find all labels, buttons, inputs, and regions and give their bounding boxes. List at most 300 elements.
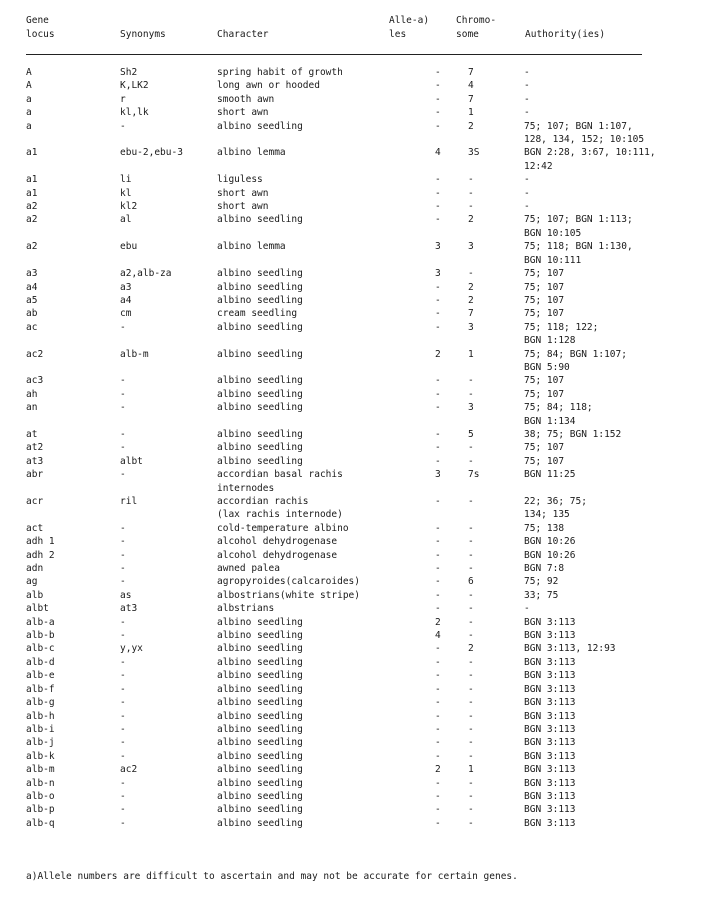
character-cell: albino seedling (217, 616, 303, 628)
chromosome-cell: 2 (468, 281, 474, 293)
alleles-cell: - (435, 723, 441, 735)
alleles-cell: - (435, 388, 441, 400)
alleles-cell: - (435, 670, 441, 682)
character-cell: albino seedling (217, 375, 303, 387)
locus-cell: alb-f (26, 683, 55, 695)
alleles-cell: - (435, 214, 441, 226)
authority-cell: - (524, 187, 530, 199)
chromosome-cell: - (468, 375, 474, 387)
character-cell: albino seedling (217, 281, 303, 293)
character-cell: alcohol dehydrogenase (217, 549, 338, 561)
chromosome-cell: 2 (468, 294, 474, 306)
alleles-cell: - (435, 536, 441, 548)
authority-cell: BGN 3:113 (524, 737, 576, 749)
locus-cell: an (26, 402, 38, 414)
header-synonyms: Synonyms (120, 29, 166, 40)
alleles-cell: - (435, 281, 441, 293)
table-row (26, 428, 666, 441)
synonyms-cell: kl,lk (120, 107, 149, 119)
authority-cell: BGN 3:113 (524, 723, 576, 735)
locus-cell: a2 (26, 241, 38, 253)
authority-cell: - (524, 80, 530, 92)
locus-cell: abr (26, 469, 44, 481)
authority-cell: BGN 11:25 (524, 469, 576, 481)
synonyms-cell: - (120, 321, 126, 333)
table-row (26, 589, 666, 602)
character-cell: albino seedling (217, 817, 303, 829)
character-cell: albino seedling (217, 710, 303, 722)
chromosome-cell: - (468, 187, 474, 199)
character-cell: alcohol dehydrogenase (217, 536, 338, 548)
locus-cell: alb-p (26, 804, 55, 816)
authority-cell: 75; 107 (524, 455, 565, 467)
table-row (26, 656, 666, 669)
synonyms-cell: - (120, 522, 126, 534)
locus-cell: a3 (26, 268, 38, 280)
alleles-cell: - (435, 496, 441, 507)
character-cell: awned palea (217, 563, 280, 575)
synonyms-cell: - (120, 576, 126, 588)
chromosome-cell: - (468, 589, 474, 601)
chromosome-cell: - (468, 268, 474, 280)
locus-cell: a2 (26, 201, 38, 213)
authority-cell: BGN 3:113 (524, 656, 576, 668)
table-row (26, 549, 666, 562)
locus-cell: ac2 (26, 348, 44, 360)
character-cell: albino seedling (217, 804, 303, 816)
authority-cell: BGN 3:113 (524, 697, 576, 709)
synonyms-cell: - (120, 790, 126, 802)
table-row (26, 106, 666, 119)
chromosome-cell: - (468, 670, 474, 682)
alleles-cell: - (435, 107, 441, 119)
character-cell: albino seedling (217, 321, 303, 333)
synonyms-cell: al (120, 214, 132, 226)
locus-cell: adh 1 (26, 536, 55, 548)
authority-cell: BGN 3:113 (524, 764, 576, 776)
header-rule (26, 54, 642, 55)
locus-cell: alb (26, 589, 44, 601)
character-cell: albino seedling (217, 268, 303, 280)
locus-cell: alb-d (26, 656, 55, 668)
authority-cell: - (524, 174, 530, 186)
chromosome-cell: 2 (468, 643, 474, 655)
synonyms-cell: - (120, 817, 126, 829)
authority-cell: BGN 3:113, 12:93 (524, 643, 616, 655)
locus-cell: a1 (26, 187, 38, 199)
character-cell: albostrians(white stripe) (217, 589, 360, 601)
alleles-cell: 4 (435, 630, 441, 642)
alleles-cell: - (435, 321, 441, 333)
table-row (26, 200, 666, 213)
table-row (26, 348, 666, 375)
synonyms-cell: kl (120, 187, 132, 199)
alleles-cell: 2 (435, 616, 441, 628)
character-cell: short awn (217, 187, 269, 199)
synonyms-cell: - (120, 536, 126, 548)
chromosome-cell: 1 (468, 348, 474, 360)
alleles-cell: - (435, 120, 441, 132)
table-row (26, 173, 666, 186)
table-row (26, 777, 666, 790)
synonyms-cell: Sh2 (120, 67, 138, 78)
locus-cell: ac3 (26, 375, 44, 387)
character-cell: albino seedling (217, 442, 303, 454)
synonyms-cell: - (120, 804, 126, 816)
character-cell: albino seedling (217, 683, 303, 695)
table-row (26, 455, 666, 468)
character-cell: albino lemma (217, 147, 286, 159)
character-cell: albino seedling (217, 630, 303, 642)
locus-cell: alb-g (26, 697, 55, 709)
synonyms-cell: - (120, 710, 126, 722)
authority-cell: BGN 7:8 (524, 563, 565, 575)
authority-cell: 75; 118; 122; BGN 1:128 (524, 321, 599, 347)
character-cell: albino seedling (217, 428, 303, 440)
locus-cell: a2 (26, 214, 38, 226)
synonyms-cell: K,LK2 (120, 80, 149, 92)
authority-cell: 22; 36; 75; 134; 135 (524, 496, 587, 521)
authority-cell: 75; 107; BGN 1:107, 128, 134, 152; 10:105 (524, 120, 645, 146)
synonyms-cell: - (120, 549, 126, 561)
alleles-cell: - (435, 750, 441, 762)
character-cell: spring habit of growth (217, 67, 343, 78)
alleles-cell: - (435, 93, 441, 105)
chromosome-cell: - (468, 522, 474, 534)
table-row (26, 575, 666, 588)
table-row (26, 495, 666, 522)
synonyms-cell: - (120, 402, 126, 414)
alleles-cell: 3 (435, 268, 441, 280)
alleles-cell: - (435, 428, 441, 440)
locus-cell: alb-q (26, 817, 55, 829)
table-row (26, 763, 666, 776)
character-cell: albino seedling (217, 643, 303, 655)
synonyms-cell: - (120, 683, 126, 695)
synonyms-cell: li (120, 174, 132, 186)
synonyms-cell: - (120, 120, 126, 132)
table-row (26, 388, 666, 401)
synonyms-cell: - (120, 563, 126, 575)
locus-cell: a (26, 107, 32, 119)
character-cell: albino seedling (217, 697, 303, 709)
alleles-cell: - (435, 603, 441, 615)
character-cell: smooth awn (217, 93, 275, 105)
table-row (26, 723, 666, 736)
authority-cell: 75; 107 (524, 268, 565, 280)
synonyms-cell: - (120, 656, 126, 668)
chromosome-cell: - (468, 603, 474, 615)
authority-cell: BGN 3:113 (524, 616, 576, 628)
chromosome-cell: - (468, 723, 474, 735)
alleles-cell: - (435, 294, 441, 306)
alleles-cell: - (435, 697, 441, 709)
character-cell: albino seedling (217, 737, 303, 749)
character-cell: cream seedling (217, 308, 298, 320)
synonyms-cell: albt (120, 455, 143, 467)
gene-table (26, 66, 666, 830)
table-row (26, 669, 666, 682)
table-row (26, 710, 666, 723)
authority-cell: BGN 3:113 (524, 750, 576, 762)
alleles-cell: - (435, 187, 441, 199)
locus-cell: acr (26, 496, 44, 507)
authority-cell: 75; 107 (524, 388, 565, 400)
authority-cell: 75; 107; BGN 1:113; BGN 10:105 (524, 214, 633, 239)
synonyms-cell: r (120, 93, 126, 105)
synonyms-cell: y,yx (120, 643, 143, 655)
character-cell: albino seedling (217, 214, 303, 226)
authority-cell: 38; 75; BGN 1:152 (524, 428, 622, 440)
chromosome-cell: 7s (468, 469, 480, 481)
chromosome-cell: - (468, 804, 474, 816)
authority-cell: 33; 75 (524, 589, 559, 601)
alleles-cell: - (435, 402, 441, 414)
alleles-cell: - (435, 174, 441, 186)
alleles-cell: - (435, 737, 441, 749)
synonyms-cell: - (120, 723, 126, 735)
authority-cell: BGN 3:113 (524, 630, 576, 642)
character-cell: albino seedling (217, 294, 303, 306)
table-row (26, 294, 666, 307)
alleles-cell: - (435, 455, 441, 467)
character-cell: accordian basal rachis internodes (217, 469, 343, 494)
alleles-cell: - (435, 817, 441, 829)
locus-cell: alb-h (26, 710, 55, 722)
synonyms-cell: - (120, 469, 126, 481)
alleles-cell: 3 (435, 469, 441, 481)
character-cell: albino seedling (217, 670, 303, 682)
table-row (26, 562, 666, 575)
chromosome-cell: - (468, 683, 474, 695)
authority-cell: BGN 10:26 (524, 536, 576, 548)
alleles-cell: - (435, 656, 441, 668)
authority-cell: BGN 3:113 (524, 817, 576, 829)
alleles-cell: - (435, 549, 441, 561)
synonyms-cell: at3 (120, 603, 138, 615)
locus-cell: alb-k (26, 750, 55, 762)
alleles-cell: - (435, 80, 441, 92)
table-row (26, 401, 666, 428)
locus-cell: alb-e (26, 670, 55, 682)
chromosome-cell: 7 (468, 308, 474, 320)
alleles-cell: 2 (435, 764, 441, 776)
synonyms-cell: - (120, 442, 126, 454)
synonyms-cell: - (120, 428, 126, 440)
chromosome-cell: - (468, 630, 474, 642)
locus-cell: alb-j (26, 737, 55, 749)
synonyms-cell: - (120, 388, 126, 400)
character-cell: albino seedling (217, 388, 303, 400)
chromosome-cell: 1 (468, 764, 474, 776)
authority-cell: 75; 107 (524, 294, 565, 306)
synonyms-cell: ebu-2,ebu-3 (120, 147, 183, 159)
chromosome-cell: - (468, 750, 474, 762)
synonyms-cell: ril (120, 496, 138, 507)
synonyms-cell: a2,alb-za (120, 268, 172, 280)
table-row (26, 267, 666, 280)
synonyms-cell: - (120, 616, 126, 628)
synonyms-cell: - (120, 630, 126, 642)
authority-cell: 75; 84; BGN 1:107; BGN 5:90 (524, 348, 627, 373)
chromosome-cell: 3S (468, 147, 480, 159)
chromosome-cell: - (468, 549, 474, 561)
chromosome-cell: - (468, 737, 474, 749)
chromosome-cell: - (468, 777, 474, 789)
chromosome-cell: - (468, 790, 474, 802)
table-row (26, 441, 666, 454)
character-cell: albino seedling (217, 402, 303, 414)
locus-cell: a1 (26, 147, 38, 159)
alleles-cell: - (435, 442, 441, 454)
locus-cell: adh 2 (26, 549, 55, 561)
authority-cell: BGN 3:113 (524, 670, 576, 682)
chromosome-cell: - (468, 442, 474, 454)
table-row (26, 602, 666, 615)
alleles-cell: 4 (435, 147, 441, 159)
table-row (26, 66, 666, 79)
alleles-cell: - (435, 643, 441, 655)
authority-cell: BGN 2:28, 3:67, 10:111, 12:42 (524, 147, 656, 172)
locus-cell: alb-o (26, 790, 55, 802)
authority-cell: 75; 107 (524, 442, 565, 454)
synonyms-cell: a3 (120, 281, 132, 293)
authority-cell: 75; 107 (524, 281, 565, 293)
locus-cell: ab (26, 308, 38, 320)
character-cell: albino seedling (217, 723, 303, 735)
character-cell: albino seedling (217, 120, 303, 132)
locus-cell: a4 (26, 281, 38, 293)
locus-cell: ag (26, 576, 38, 588)
chromosome-cell: - (468, 817, 474, 829)
character-cell: albino seedling (217, 455, 303, 467)
alleles-cell: - (435, 375, 441, 387)
alleles-cell: - (435, 589, 441, 601)
alleles-cell: 2 (435, 348, 441, 360)
locus-cell: at2 (26, 442, 44, 454)
table-row (26, 120, 666, 147)
alleles-cell: - (435, 563, 441, 575)
table-row (26, 93, 666, 106)
locus-cell: A (26, 67, 32, 78)
locus-cell: alb-b (26, 630, 55, 642)
authority-cell: 75; 118; BGN 1:130, BGN 10:111 (524, 241, 633, 266)
table-row (26, 683, 666, 696)
synonyms-cell: - (120, 777, 126, 789)
locus-cell: at3 (26, 455, 44, 467)
authority-cell: BGN 3:113 (524, 710, 576, 722)
synonyms-cell: ac2 (120, 764, 138, 776)
header-chromosome: Chromo- some (456, 15, 497, 40)
authority-cell: 75; 84; 118; BGN 1:134 (524, 402, 593, 427)
authority-cell: BGN 3:113 (524, 790, 576, 802)
locus-cell: albt (26, 603, 49, 615)
locus-cell: a (26, 93, 32, 105)
locus-cell: ac (26, 321, 38, 333)
chromosome-cell: 3 (468, 241, 474, 253)
locus-cell: A (26, 80, 32, 92)
authority-cell: - (524, 201, 530, 213)
table-row (26, 281, 666, 294)
table-row (26, 736, 666, 749)
locus-cell: alb-m (26, 764, 55, 776)
table-row (26, 321, 666, 348)
table-row (26, 522, 666, 535)
alleles-cell: - (435, 201, 441, 213)
footnote: a)Allele numbers are difficult to ascertain and may not be accurate for certain genes. (26, 871, 518, 882)
table-row (26, 146, 666, 173)
chromosome-cell: 7 (468, 67, 474, 78)
chromosome-cell: - (468, 201, 474, 213)
character-cell: agropyroides(calcaroides) (217, 576, 360, 588)
chromosome-cell: - (468, 563, 474, 575)
table-row (26, 642, 666, 655)
locus-cell: a5 (26, 294, 38, 306)
character-cell: albino seedling (217, 656, 303, 668)
authority-cell: 75; 107 (524, 308, 565, 320)
synonyms-cell: as (120, 589, 132, 601)
chromosome-cell: 3 (468, 402, 474, 414)
alleles-cell: 3 (435, 241, 441, 253)
alleles-cell: - (435, 308, 441, 320)
chromosome-cell: - (468, 616, 474, 628)
header-character: Character (217, 29, 269, 40)
table-row (26, 535, 666, 548)
alleles-cell: - (435, 710, 441, 722)
synonyms-cell: a4 (120, 294, 132, 306)
synonyms-cell: - (120, 375, 126, 387)
chromosome-cell: - (468, 388, 474, 400)
chromosome-cell: 2 (468, 214, 474, 226)
character-cell: albino seedling (217, 348, 303, 360)
locus-cell: ah (26, 388, 38, 400)
synonyms-cell: - (120, 750, 126, 762)
header-alleles: Alle-a) les (389, 15, 430, 40)
table-row (26, 240, 666, 267)
table-row (26, 213, 666, 240)
authority-cell: 75; 138 (524, 522, 565, 534)
table-row (26, 616, 666, 629)
chromosome-cell: - (468, 536, 474, 548)
chromosome-cell: - (468, 656, 474, 668)
chromosome-cell: - (468, 697, 474, 709)
chromosome-cell: 6 (468, 576, 474, 588)
character-cell: cold-temperature albino (217, 522, 349, 534)
synonyms-cell: - (120, 670, 126, 682)
locus-cell: act (26, 522, 44, 534)
character-cell: albino seedling (217, 750, 303, 762)
chromosome-cell: 2 (468, 120, 474, 132)
chromosome-cell: 1 (468, 107, 474, 119)
chromosome-cell: - (468, 455, 474, 467)
alleles-cell: - (435, 67, 441, 78)
authority-cell: BGN 10:26 (524, 549, 576, 561)
gene-table-body (26, 66, 666, 830)
chromosome-cell: 4 (468, 80, 474, 92)
table-row (26, 696, 666, 709)
character-cell: albstrians (217, 603, 275, 615)
synonyms-cell: kl2 (120, 201, 138, 213)
authority-cell: BGN 3:113 (524, 683, 576, 695)
locus-cell: a (26, 120, 32, 132)
chromosome-cell: 3 (468, 321, 474, 333)
alleles-cell: - (435, 522, 441, 534)
alleles-cell: - (435, 777, 441, 789)
chromosome-cell: - (468, 174, 474, 186)
alleles-cell: - (435, 576, 441, 588)
authority-cell: - (524, 93, 530, 105)
chromosome-cell: 5 (468, 428, 474, 440)
